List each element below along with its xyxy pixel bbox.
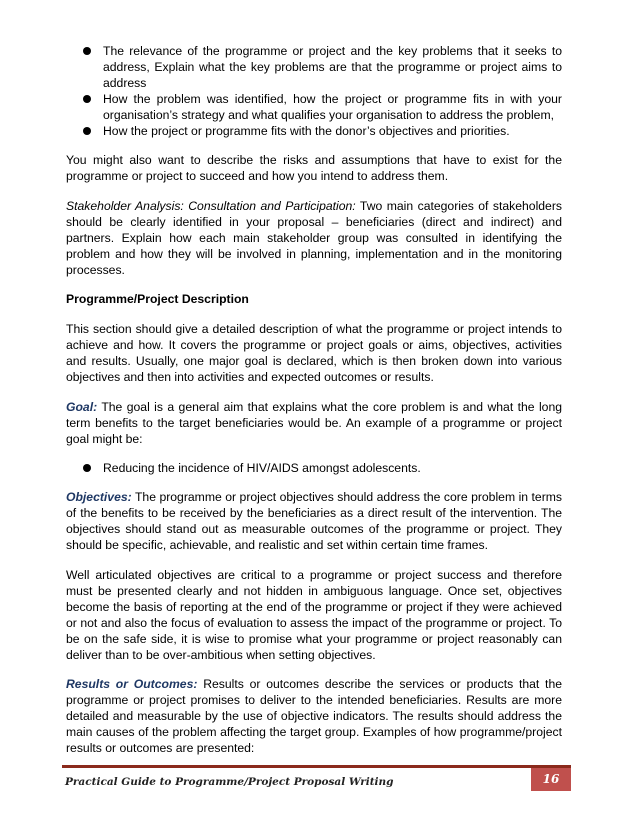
risks-paragraph: You might also want to describe the risks and assumptions that have to exist for the programme or project to succeed and how you intend to address them. [66,153,562,183]
results-text: Results or outcomes describe the services or products that the programme or project promises to deliver to the intended beneficiaries. Results are more detailed and measurable by the use of objective indicators. The results should address the main causes of the problem affecting the target group. Examples of how programme/project results or outcomes are presented: [66,677,562,755]
description-paragraph: This section should give a detailed description of what the programme or project intends to achieve and how. It covers the programme or project goals or aims, objectives, activities and results. Usually, one major goal is declared, which is then broken down into various objectives and then into activities and expected outcomes or results. [66,322,562,384]
objectives-lead: Objectives: [66,490,132,504]
list-item-text: How the project or programme fits with the donor’s objectives and priorities. [103,124,510,138]
list-item [66,460,562,476]
objectives-text: The programme or project objectives should address the core problem in terms of the benefits to be received by the beneficiaries as a direct result of the intervention. The objectives should stand out as measurable outcomes of the programme or project. They should be specific, achievable, and realistic and set within certain time frames. [66,490,562,552]
bullet-list [66,43,562,139]
goal-paragraph [66,399,562,447]
objectives-follow-paragraph: Well articulated objectives are critical to a programme or project success and therefore must be presented clearly and not hidden in ambiguous language. Once set, objectives become the basis of reporting at the end of the programme or project if they were achieved or not and also the focus of evaluation to assess the impact of the programme or project. To be on the safe side, it is wise to promise what your programme or project reasonably can deliver than to be over-ambitious when setting objectives. [66,568,562,662]
bullet-icon [83,127,91,135]
bullet-icon [83,464,91,472]
list-item-text: The relevance of the programme or project and the key problems that it seeks to address, Explain what the key problems are that the programme or project aims to address [103,44,562,90]
results-paragraph [66,676,562,756]
goal-example-list [66,460,562,476]
goal-lead: Goal: [66,400,98,414]
list-item-text: Reducing the incidence of HIV/AIDS amongst adolescents. [103,461,421,475]
stakeholder-lead: Stakeholder Analysis: Consultation and Participation: [66,199,356,213]
bullet-icon [83,47,91,55]
objectives-paragraph [66,489,562,553]
bullet-icon [83,95,91,103]
list-item [66,123,562,139]
stakeholder-paragraph [66,198,562,278]
list-item [66,91,562,123]
page-body [66,43,562,756]
results-lead: Results or Outcomes: [66,677,198,691]
stakeholder-text: Two main categories of stakeholders should be clearly identified in your proposal – beneficiaries (direct and indirect) and partners. Explain how each main stakeholder group was consulted in identifying the problem and how they will be involved in planning, implementation and in the monitoring processes. [66,199,562,277]
list-item-text: How the problem was identified, how the project or programme fits in with your organisation’s strategy and what qualifies your organisation to address the problem, [103,92,562,122]
page-number: 16 [531,768,571,791]
footer-title: Practical Guide to Programme/Project Proposal Writing [65,776,394,788]
goal-text: The goal is a general aim that explains what the core problem is and what the long term benefits to the target beneficiaries would be. An example of a programme or project goal might be: [66,400,562,446]
section-heading: Programme/Project Description [66,292,249,306]
page-footer [62,765,571,791]
list-item [66,43,562,91]
